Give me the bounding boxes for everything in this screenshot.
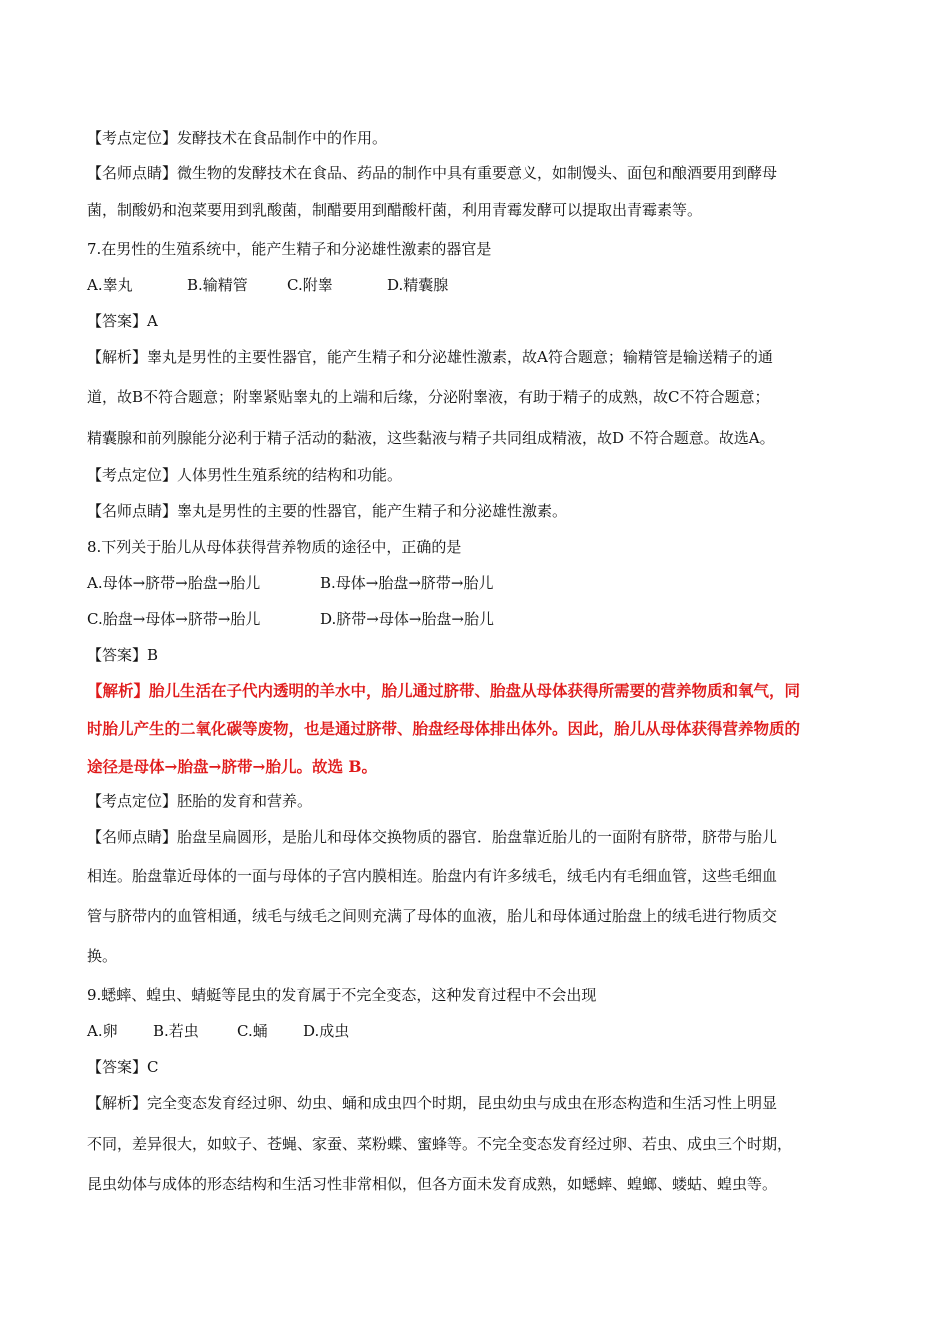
q7-option-a: A.睾丸: [87, 276, 133, 294]
jiexi-q7-line3: 精囊腺和前列腺能分泌利于精子活动的黏液，这些黏液与精子共同组成精液，故D 不符合题意。故选A。: [87, 429, 775, 447]
q8-options-row1: [87, 573, 494, 593]
question-7: 7.在男性的生殖系统中，能产生精子和分泌雄性激素的器官是: [87, 240, 492, 258]
kaodian-q6: 【考点定位】发酵技术在食品制作中的作用。: [87, 129, 388, 147]
mingshi-q6-line1: 【名师点睛】微生物的发酵技术在食品、药品的制作中具有重要意义，如制馒头、面包和酿酒要用到酵母: [87, 164, 778, 182]
mingshi-q8-line1: 【名师点睛】胎盘呈扁圆形，是胎儿和母体交换物质的器官．胎盘靠近胎儿的一面附有脐带，脐带与胎儿: [87, 828, 778, 846]
jiexi-q8-line1: 【解析】胎儿生活在子代内透明的羊水中，胎儿通过脐带、胎盘从母体获得所需要的营养物质和氧气，同: [87, 681, 801, 700]
question-9: 9.蟋蟀、蝗虫、蜻蜓等昆虫的发育属于不完全变态，这种发育过程中不会出现: [87, 986, 597, 1004]
q9-options: [87, 1021, 349, 1041]
answer-q7: 【答案】A: [87, 312, 158, 330]
kaodian-q7: 【考点定位】人体男性生殖系统的结构和功能。: [87, 466, 403, 484]
q7-option-c: C.附睾: [287, 276, 333, 294]
mingshi-q6-line2: 菌，制酸奶和泡菜要用到乳酸菌，制醋要用到醋酸杆菌，利用青霉发酵可以提取出青霉素等。: [87, 201, 703, 219]
mingshi-q8-line2: 相连。胎盘靠近母体的一面与母体的子宫内膜相连。胎盘内有许多绒毛，绒毛内有毛细血管，这些毛细血: [87, 867, 778, 885]
jiexi-q7-line1: 【解析】睾丸是男性的主要性器官，能产生精子和分泌雄性激素，故A符合题意；输精管是输送精子的通: [87, 348, 773, 366]
q8-option-a: A.母体→脐带→胎盘→胎儿: [87, 574, 261, 592]
answer-q8: 【答案】B: [87, 646, 159, 664]
q8-option-b: B.母体→胎盘→脐带→胎儿: [320, 574, 494, 592]
q8-option-c: C.胎盘→母体→脐带→胎儿: [87, 610, 261, 628]
jiexi-q8-line3: 途径是母体→胎盘→脐带→胎儿。故选 B。: [87, 757, 377, 776]
q8-options-row2: [87, 609, 494, 629]
q7-option-d: D.精囊腺: [387, 276, 449, 294]
jiexi-q9-line3: 昆虫幼体与成体的形态结构和生活习性非常相似，但各方面未发育成熟，如蟋蟀、蝗螂、蝼蛄、蝗虫等。: [87, 1175, 778, 1193]
q7-option-b: B.输精管: [187, 276, 248, 294]
mingshi-q7: 【名师点睛】睾丸是男性的主要的性器官，能产生精子和分泌雄性激素。: [87, 502, 568, 520]
jiexi-q9-line2: 不同，差异很大，如蚊子、苍蝇、家蚕、菜粉蝶、蜜蜂等。不完全变态发育经过卵、若虫、成虫三个时期，: [87, 1135, 793, 1153]
q9-option-a: A.卵: [87, 1022, 118, 1040]
jiexi-q9-line1: 【解析】完全变态发育经过卵、幼虫、蛹和成虫四个时期，昆虫幼虫与成虫在形态构造和生活习性上明显: [87, 1094, 778, 1112]
q8-option-d: D.脐带→母体→胎盘→胎儿: [320, 610, 494, 628]
q7-options: [87, 275, 448, 295]
question-8: 8.下列关于胎儿从母体获得营养物质的途径中，正确的是: [87, 538, 462, 556]
kaodian-q8: 【考点定位】胚胎的发育和营养。: [87, 792, 313, 810]
answer-q9: 【答案】C: [87, 1058, 159, 1076]
jiexi-q7-line2: 道，故B不符合题意；附睾紧贴睾丸的上端和后缘，分泌附睾液，有助于精子的成熟，故C不符合题意；: [87, 388, 770, 406]
jiexi-q8-line2: 时胎儿产生的二氧化碳等废物，也是通过脐带、胎盘经母体排出体外。因此，胎儿从母体获得营养物质的: [87, 719, 801, 738]
mingshi-q8-line3: 管与脐带内的血管相通，绒毛与绒毛之间则充满了母体的血液，胎儿和母体通过胎盘上的绒毛进行物质交: [87, 907, 778, 925]
q9-option-c: C.蛹: [237, 1022, 268, 1040]
q9-option-d: D.成虫: [303, 1022, 350, 1040]
q9-option-b: B.若虫: [153, 1022, 199, 1040]
mingshi-q8-line4: 换。: [87, 947, 118, 965]
